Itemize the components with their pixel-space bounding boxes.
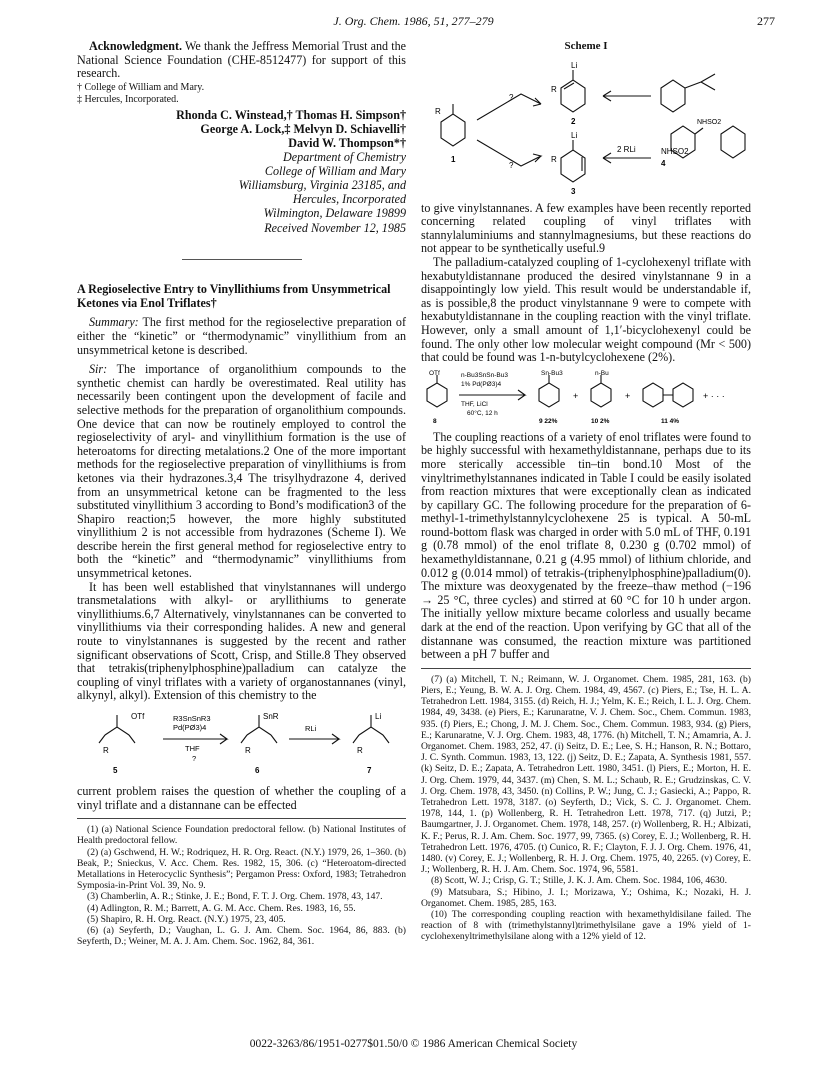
- institution-line: Hercules, Incorporated: [292, 191, 406, 206]
- triflate-ring: [427, 375, 447, 407]
- triflate-group: OTf: [131, 712, 145, 721]
- compound-label: 11 4%: [661, 417, 680, 425]
- body-text: The importance of organolithium compounds to the synthetic chemist can hardly be overestimated. Real utility has necessarily been contingent upon the development of facile and selective methods for the preparation of organolithium compounds. One device that can now be routinely employed to control the regioselectivity of aryl- and vinyllithium formation is the use of heteroatoms for directing metalations.2 One of the more important methods for the regioselective preparation of vinyllithiums is from ketones via their hydrazones.3,4 The trisylhydrazone 4, derived from an unsymmetrical ketone can be fragmented to the less substituted vinyllithium 3 according to Bond’s modification3 of the Shapiro reaction;5 however, the more highly substituted vinyllithium 2 is not accessible from hydrazones (Scheme I). We describe herein the first general method for regioselective entry to both the “kinetic” and “thermodynamic” vinyllithiums from unsymmetrical ketones.: [77, 362, 406, 581]
- received-date: Received November 12, 1985: [264, 220, 406, 235]
- lithium-group: Li: [375, 712, 382, 721]
- aryl-ring: [721, 126, 745, 158]
- scheme-one-figure: [421, 58, 751, 198]
- distannane-reagent: R3SnSnR3: [173, 714, 211, 723]
- author-line: David W. Thompson*†: [288, 135, 406, 150]
- page-number: 277: [757, 14, 775, 28]
- stannyl-group: SnR: [263, 712, 279, 721]
- solvent-label: THF: [185, 744, 200, 753]
- section-divider: [182, 259, 302, 260]
- reaction-arrow: [603, 91, 651, 101]
- r-substituent: R: [357, 746, 363, 755]
- compound-label: 9 22%: [539, 417, 558, 425]
- left-column: [77, 40, 406, 947]
- r-substituent: R: [103, 746, 109, 755]
- uncertain-step-mark: ?: [192, 754, 197, 763]
- summary-label: Summary:: [89, 315, 139, 330]
- footnote: (5) Shapiro, R. H. Org. React. (N.Y.) 1975, 23, 405.: [87, 913, 286, 925]
- compound-label: 8: [433, 417, 437, 425]
- lithium-group: Li: [571, 60, 578, 70]
- footnote: (2) (a) Gschwend, H. W.; Rodriquez, H. R. Org. React. (N.Y.) 1979, 26, 1–360. (b) Beak, P.; Snieckus, V. Acc. Chem. Res. 1982, 15, 306. (c) “Heteroatom-directed Metallations in Heterocyclic Synthesis”; Pergamon Press: Oxford, 1983; Tetrahedron Symposia-in-Print Vol. 39, No. 9.: [77, 846, 406, 892]
- affiliation-notes: [77, 82, 406, 106]
- r-substituent: R: [551, 84, 557, 94]
- footnote: (3) Chamberlin, A. R.; Stinke, J. E.; Bond, F. T. J. Org. Chem. 1978, 43, 147.: [87, 891, 383, 903]
- running-header: [0, 14, 827, 30]
- compound-label: 1: [451, 154, 456, 164]
- acknowledgment: [77, 40, 406, 81]
- r-substituent: R: [551, 154, 557, 164]
- vinyl-triflate-structure: [99, 715, 135, 743]
- body-paragraph: The palladium-catalyzed coupling of 1-cyclohexenyl triflate with hexabutyldistannane produced the desired vinylstannane 9 in a disappointingly low yield. This result would be understandable if, as is possible,8 the product vinylstannane 9 were to compete with hexabutyldistannane in the coupling reaction with the vinyl triflate. However, only a small amount of 1,1′-bicyclohexenyl could be found. The only other low molecular weight compound (Mr < 500) that could be found was 1-n-butylcyclohexene (2%).: [421, 254, 751, 365]
- scheme-title: Scheme I: [564, 40, 608, 52]
- trisyl-ring: [661, 74, 715, 112]
- r-substituent: R: [245, 746, 251, 755]
- uncertain-step-mark: ?: [509, 92, 514, 102]
- uncertain-step-mark: ?: [509, 160, 514, 170]
- bicyclohexenyl-structure: [643, 383, 693, 407]
- reaction-arrow: [603, 153, 651, 163]
- body-paragraph: The coupling reactions of a variety of enol triflates were found to be highly successful with hexamethyldistannane, perhaps due to its more sterically accessible tin–tin bond.10 Most of the vinyltrimethylstannanes indicated in Table I could be easily isolated from reaction mixtures that were exceptionally clean as indicated by capillary GC. The following procedure for the preparation of 6-methyl-1-trimethylstannylcyclohexene 25 is typical. A 50-mL round-bottom flask was charged in order with 5.0 mL of THF, 0.191 g (0.78 mmol) of the enol triflate 8, 0.230 g (0.702 mmol) of hexamethyldistannane, 0.21 g (4.95 mmol) of lithium chloride, and 0.012 g (0.014 mmol) of tetrakis-(triphenylphosphine)palladium(0). The mixture was deoxygenated by the freeze–thaw method (−196 → 25 °C, three cycles) and stirred at 60 °C for 10 h under argon. The initially yellow mixture became colorless and usually became dark at the end of the reaction. Upon verifying by GC that all of the distannane was consumed, the reaction mixture was partitioned between a pH 7 buffer and: [421, 429, 751, 662]
- sulfonyl-hydrazone-group: NHSO2: [697, 118, 722, 126]
- triflate-group: OTf: [429, 369, 440, 377]
- journal-citation: J. Org. Chem. 1986, 51, 277–279: [333, 14, 494, 28]
- stannane-ring: [539, 375, 559, 407]
- stannyl-group: Sn-Bu3: [541, 369, 563, 377]
- institution-line: Williamsburg, Virginia 23185, and: [238, 177, 406, 192]
- summary: [77, 316, 406, 357]
- r-substituent: R: [435, 106, 441, 116]
- stannane-scheme-figure: [77, 707, 406, 781]
- lithium-group: Li: [571, 130, 578, 140]
- affiliation-note: † College of William and Mary.: [77, 81, 205, 93]
- plus-sign: +: [573, 390, 579, 401]
- butylcyclohexene-ring: [591, 375, 611, 407]
- reaction-arrow: [459, 390, 525, 400]
- compound-label: 6: [255, 766, 260, 775]
- footnote: (9) Matsubara, S.; Hibino, J. I.; Morizawa, Y.; Oshima, K.; Nozaki, H. J. Organomet. Chem. 1985, 285, 163.: [421, 886, 751, 909]
- condition-label: 60°C, 12 h: [467, 409, 498, 417]
- acknowledgment-text: We thank the Jeffress Memorial Trust and the National Science Foundation (CHE-8512477) for support of this research.: [77, 39, 406, 81]
- body-paragraph: to give vinylstannanes. A few examples have been recently reported concerning related coupling of vinyl triflates with stannylaluminiums and stannylmagnesiums, but these reactions do not appear to be synthetically useful.9: [421, 200, 751, 256]
- r-substituent: NHSO2: [661, 146, 689, 156]
- footnotes-right: [421, 674, 751, 943]
- copyright-footer: 0022-3263/86/1951-0277$01.50/0 © 1986 American Chemical Society: [249, 1038, 578, 1050]
- alkyllithium-reagent: 2 RLi: [617, 144, 636, 154]
- institution-line: College of William and Mary: [264, 163, 406, 178]
- author-list: [77, 108, 406, 150]
- summary-text: The first method for the regioselective preparation of either the “kinetic” or “thermodynamic” vinyllithium from an unsymmetrical ketone is described.: [77, 315, 406, 357]
- institution-line: Department of Chemistry: [283, 149, 406, 164]
- compound-label: 10 2%: [591, 417, 610, 425]
- compound-label: 2: [571, 116, 576, 126]
- vinyllithium-structure: [353, 715, 389, 743]
- solvent-label: THF, LiCl: [461, 400, 488, 408]
- right-column: [421, 40, 751, 943]
- compound-label: 4: [661, 158, 666, 168]
- body-paragraph: current problem raises the question of whether the coupling of a vinyl triflate and a distannane can be effected: [77, 784, 406, 812]
- institution-line: Wilmington, Delaware 19899: [263, 205, 406, 220]
- author-line: Rhonda C. Winstead,† Thomas H. Simpson†: [176, 107, 406, 122]
- body-paragraph: It has been well established that vinylstannanes will undergo transmetalations with alkyl- or aryllithiums to generate vinyllithiums.6,7 Alternatively, vinylstannanes can be converted to vinyllithiums via their corresponding halides. A new and general route to vinylstannanes is suggested by the recent and rather significant observations of Scott, Crisp, and Stille.8 They observed that tetrakis(triphenylphosphine)palladium can catalyze the coupling of vinyl triflates with a variety of organostannanes (vinyl, alkynyl, alkyl). Extension of this chemistry to the: [77, 579, 406, 703]
- acknowledgment-label: Acknowledgment.: [89, 39, 183, 53]
- affiliation-note: ‡ Hercules, Incorporated.: [77, 93, 179, 105]
- coupling-scheme-figure: [421, 369, 751, 427]
- sir-label: Sir:: [89, 362, 108, 377]
- author-line: George A. Lock,‡ Melvyn D. Schiavelli†: [200, 121, 406, 136]
- butyl-group: n-Bu: [595, 369, 609, 377]
- compound-label: 5: [113, 766, 118, 775]
- compound-label: 3: [571, 186, 576, 196]
- footnote: (8) Scott, W. J.; Crisp, G. T.; Stille, J. K. J. Am. Chem. Soc. 1984, 106, 4630.: [431, 875, 727, 887]
- palladium-catalyst: 1% Pd(PØ3)4: [461, 380, 502, 388]
- reaction-arrow: [289, 734, 339, 744]
- footnote-divider: [421, 668, 751, 669]
- footnote: (10) The corresponding coupling reaction with hexamethyldisilane failed. The reaction of 8 with (trimethylstannyl)trimethylsilane gave a 19% yield of 1-cyclohexenyltrimethylsilane along with a 12% yield of 12.: [421, 909, 751, 943]
- additional-products: + · · ·: [703, 390, 725, 401]
- footnote: (4) Adlington, R. M.; Barrett, A. G. M. Acc. Chem. Res. 1983, 16, 55.: [87, 902, 356, 914]
- footnotes-left: [77, 824, 406, 947]
- institution-block: [77, 150, 406, 220]
- plus-sign: +: [625, 390, 631, 401]
- vinyllithium-ring: [561, 140, 585, 182]
- footnote-divider: [77, 818, 406, 819]
- vinyllithium-ring: [561, 70, 585, 112]
- footnote: (6) (a) Seyferth, D.; Vaughan, L. G. J. Am. Chem. Soc. 1964, 86, 883. (b) Seyferth, D.; Weiner, M. A. J. Am. Chem. Soc. 1962, 84, 361.: [77, 925, 406, 948]
- compound-label: 7: [367, 766, 372, 775]
- body-paragraph: [77, 363, 406, 581]
- alkyllithium-reagent: RLi: [305, 724, 317, 733]
- palladium-catalyst: Pd(PØ3)4: [173, 723, 207, 732]
- footnote: (1) (a) National Science Foundation predoctoral fellow. (b) National Institutes of Health predoctoral fellow.: [77, 824, 406, 847]
- footnote: (7) (a) Mitchell, T. N.; Reimann, W. J. Organomet. Chem. 1985, 281, 163. (b) Piers, E.; Yeung, B. W. A. J. Org. Chem. 1984, 49, 4567. (c) Piers, E.; Tse, H. L. A. Tetrahedron Lett. 1984, 3155. (d) Reich, H. J.; Yelm, K. E.; Reich, I. L. J. Org. Chem. 1984, 49, 3438. (e) Piers, E.; Karunaratne, V. J. Chem. Soc., Chem. Commun. 1983, 935. (f) Piers, E.; Chong, J. M. J. Chem. Soc., Chem. Commun. 1983, 934. (g) Piers, E.; Karunaratne, V. J. Org. Chem. 1983, 48, 1776. (h) Mitchell, T. N.; Amamria, A. J. Organomet. Chem. 1983, 252, 47. (i) Seitz, D. E.; Lee, S. H.; Hanson, R. N.; Bottaro, J. C. Synth. Commun. 1983, 13, 122. (j) Seitz, D. E.; Zapata, A. Synthesis 1981, 557. (k) Seitz, D. E.; Zapata, A. Tetrahedron Lett. 1980, 3451. (l) Piers, E.; Morton, H. E. J. Org. Chem. 1979, 44, 3437. (m) Chen, S. M. L.; Schaub, R. E.; Grudzinskas, C. V. J. Org. Chem. 1978, 43, 3450. (n) Collins, P. W.; Jung, C. J.; Gasiecki, A.; Pappo, R. Tetrahedron Lett. 1978, 3187. (o) Seyferth, D.; Vick, S. C. J. Organomet. Chem. 1978, 144, 1. (p) Wollenberg, R. H. Tetrahedron Lett. 1978, 717. (q) Jutzi, P.; Baumgartner, J. J. Organomet. Chem. 1978, 148, 257. (r) Wollenberg, R. H.; Albizati, K. F.; Perus, R. J. Am. Chem. Soc. 1977, 99, 7365. (s) Corey, E. J.; Wollenberg, R. H. Tetrahedron Lett. 1976, 4705. (t) Cunico, R. F.; Clayton, F. J. J. Org. Chem. 1976, 41, 1480. (v) Corey, E. J.; Wollenberg, R. H. J. Org. Chem. 1975, 40, 2265. (v) Corey, E. J.; Wollenberg, R. H. J. Am. Chem. Soc. 1974, 96, 5581.: [421, 673, 751, 876]
- ketone-ring: [441, 104, 465, 146]
- distannane-reagent: n-Bu3SnSn-Bu3: [461, 371, 508, 379]
- reaction-arrow: [163, 734, 227, 744]
- article-title: A Regioselective Entry to Vinyllithiums from Unsymmetrical Ketones via Enol Triflates†: [77, 282, 391, 311]
